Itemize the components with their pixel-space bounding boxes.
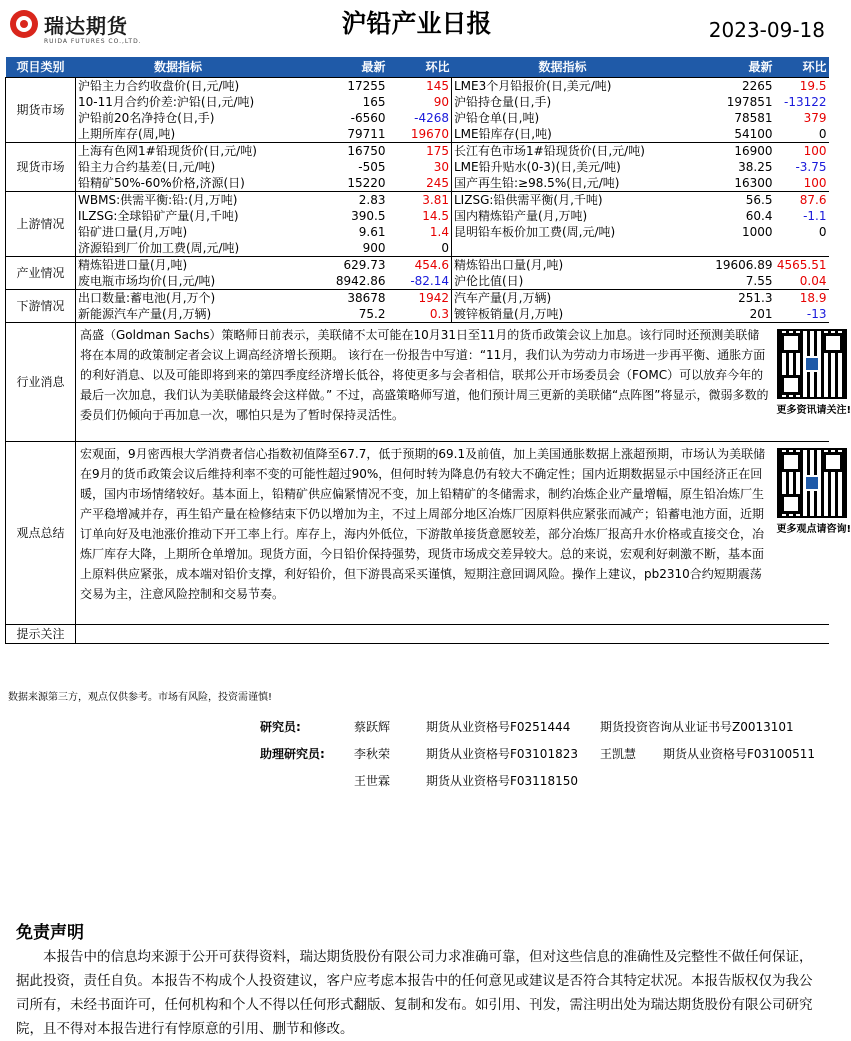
change-value: 0: [818, 225, 827, 239]
column-header: 最新: [674, 57, 775, 78]
latest-value: 16300: [734, 176, 773, 190]
change-value: -82.14: [410, 274, 449, 288]
viewpoint-text: 宏观面，9月密西根大学消费者信心指数初值降至67.7，低于预期的69.1及前值，加上美国通胀数据上涨超预期，市场认为美联储在9月的货币政策会议后维持利率不变的可能性超过90%，但何时转为降息仍有较大不确定性；国内近期数据显示中国经济正在回暖，国内市场情绪较好。基本面上，铅精矿供应偏紧情况不变，加上铅精矿的冬储需求，制约冶炼企业产量增幅，原生铅冶炼厂生产平稳增减并存，再生铅产量在检修结束下仍以增加为主，不过上周部分地区冶炼厂因原料供应紧张而减产；铅蓄电池方面，近期订单向好及电池涨价推动下开工率上行。库存上，海内外低位，下游散单接货意愿较差，部分冶炼厂报高升水价格或直接交仓，冶炼厂库存大降，上期所仓单增加。现货方面，今日铅价保持强势，现货市场成交差异较大。总的来说，宏观利好刺激不断，基本面上原料供应紧张，成本端对铅价支撑，利好铅价，但下游畏高采买谨慎，短期注意回调风险。操作上建议，pb2310合约短期震荡交易为主，注意风险控制和交易节奏。: [76, 442, 775, 625]
assistant-name: 李秋荣: [354, 747, 391, 761]
latest-value: 38.25: [738, 160, 773, 174]
column-header: 环比: [388, 57, 452, 78]
change-value: 1.4: [429, 225, 449, 239]
page-title: 沪铅产业日报: [341, 9, 492, 38]
latest-value: 75.2: [358, 307, 386, 321]
latest-value: 38678: [281, 290, 388, 307]
researcher-label: 研究员:: [260, 720, 301, 734]
table-row: [6, 306, 829, 323]
table-row: [6, 94, 829, 110]
change-value: 1942: [388, 290, 452, 307]
indicator-name: 精炼铅进口量(月,吨): [76, 257, 281, 274]
latest-value: 19606.89: [674, 257, 775, 274]
change-value: -4268: [414, 111, 449, 125]
data-table: [5, 57, 851, 644]
logo-english: RUIDA FUTURES CO.,LTD.: [44, 38, 142, 45]
table-row: [6, 257, 829, 274]
latest-value: 201: [749, 307, 773, 321]
indicator-name: 上期所库存(周,吨): [78, 127, 176, 141]
change-value: 30: [433, 160, 449, 174]
change-value: 87.6: [775, 192, 829, 209]
latest-value: 79711: [347, 127, 386, 141]
researcher-cert: 期货从业资格号F0251444: [426, 720, 571, 734]
assistant-name: 王世霖: [354, 774, 391, 788]
change-value: 0.04: [799, 274, 827, 288]
qr-code-cell: [775, 442, 851, 625]
researcher-name: 蔡跃辉: [354, 720, 391, 734]
report-date: 2023-09-18: [708, 18, 825, 42]
indicator-name: 沪铅持仓量(日,手): [452, 94, 674, 110]
change-value: 245: [426, 176, 449, 190]
latest-value: 900: [362, 241, 386, 255]
latest-value: 165: [362, 95, 386, 109]
category-cell: 观点总结: [6, 442, 76, 625]
tips-text: [76, 625, 829, 644]
disclaimer-text: 本报告中的信息均来源于公开可获得资料，瑞达期货股份有限公司力求准确可靠，但对这些信息的准确性及完整性不做任何保证，据此投资，责任自负。本报告不构成个人投资建议，客户应考虑本报告中的任何意见或建议是否符合其特定状况。本报告版权仅为我公司所有，未经书面许可，任何机构和个人不得以任何形式翻版、复制和发布。如引用、刊发，需注明出处为瑞达期货股份有限公司研究院，且不得对本报告进行有悖原意的引用、删节和修改。: [16, 949, 813, 1037]
change-value: [775, 240, 829, 257]
change-value: -13: [806, 307, 827, 321]
latest-value: -6560: [350, 111, 386, 125]
qr-code-icon: [777, 448, 847, 518]
indicator-name: 济源铅到厂价加工费(周,元/吨): [78, 241, 240, 255]
indicator-name: LME铅升贴水(0-3)(日,美元/吨): [452, 159, 674, 175]
latest-value: 15220: [347, 176, 386, 190]
latest-value: 60.4: [745, 209, 773, 223]
table-header-row: [6, 57, 829, 78]
indicator-name: 精炼铅出口量(月,吨): [452, 257, 674, 274]
change-value: 100: [803, 176, 827, 190]
change-value: 14.5: [422, 209, 449, 223]
indicator-name: 上海有色网1#铅现货价(日,元/吨): [76, 143, 281, 160]
latest-value: 197851: [726, 95, 773, 109]
latest-value: 8942.86: [335, 274, 386, 288]
category-cell: 下游情况: [6, 290, 76, 323]
indicator-name: LME3个月铅报价(日,美元/吨): [452, 78, 674, 95]
column-header: 环比: [775, 57, 829, 78]
latest-value: 54100: [734, 127, 773, 141]
table-row: [6, 175, 829, 192]
indicator-name: 沪铅前20名净持仓(日,手): [78, 111, 215, 125]
table-row: [6, 625, 829, 644]
latest-value: 16750: [281, 143, 388, 160]
column-header: 数据指标: [76, 57, 281, 78]
change-value: 90: [433, 95, 449, 109]
indicator-name: 10-11月合约价差:沪铅(日,元/吨): [78, 95, 255, 109]
indicator-name: 镀锌板销量(月,万吨): [452, 306, 674, 323]
indicator-name: 出口数量:蓄电池(月,万个): [76, 290, 281, 307]
table-row: [6, 290, 829, 307]
change-value: -13122: [783, 95, 827, 109]
indicator-name: 国产再生铅:≥98.5%(日,元/吨): [452, 175, 674, 192]
latest-value: 390.5: [351, 209, 386, 223]
change-value: 145: [388, 78, 452, 95]
latest-value: 9.61: [358, 225, 386, 239]
change-value: 18.9: [775, 290, 829, 307]
column-header: 项目类别: [6, 57, 76, 78]
table-row: [6, 273, 829, 290]
assistant-cert: 期货从业资格号F03100511: [663, 747, 815, 761]
indicator-name: 沪铅主力合约收盘价(日,元/吨): [76, 78, 281, 95]
change-value: -3.75: [795, 160, 827, 174]
logo-name: 瑞达期货: [44, 14, 128, 38]
indicator-name: 沪铅仓单(日,吨): [452, 110, 674, 126]
indicator-name: 沪伦比值(日): [452, 273, 674, 290]
table-row: [6, 442, 829, 625]
indicator-name: [452, 240, 674, 257]
indicator-name: 废电瓶市场均价(日,元/吨): [78, 274, 216, 288]
indicator-name: 铅精矿50%-60%价格,济源(日): [78, 176, 245, 190]
category-cell: 期货市场: [6, 78, 76, 143]
indicator-name: LIZSG:铅供需平衡(月,千吨): [452, 192, 674, 209]
indicator-name: LME铅库存(日,吨): [452, 126, 674, 143]
category-cell: 现货市场: [6, 143, 76, 192]
category-cell: 行业消息: [6, 323, 76, 442]
category-cell: 提示关注: [6, 625, 76, 644]
latest-value: -505: [358, 160, 386, 174]
assistant-name: 王凯慧: [600, 747, 637, 761]
indicator-name: 长江有色市场1#铅现货价(日,元/吨): [452, 143, 674, 160]
change-value: -1.1: [803, 209, 827, 223]
category-cell: 产业情况: [6, 257, 76, 290]
qr-code-icon: [777, 329, 847, 399]
table-row: [6, 224, 829, 240]
column-header: 数据指标: [452, 57, 674, 78]
change-value: 175: [388, 143, 452, 160]
latest-value: 7.55: [745, 274, 773, 288]
table-row: [6, 159, 829, 175]
indicator-name: 国内精炼铅产量(月,万吨): [452, 208, 674, 224]
change-value: 100: [775, 143, 829, 160]
latest-value: 629.73: [281, 257, 388, 274]
change-value: 4565.51: [775, 257, 829, 274]
source-note: 数据来源第三方，观点仅供参考。市场有风险，投资需谨慎!: [8, 692, 273, 703]
latest-value: 56.5: [674, 192, 775, 209]
assistant-label: 助理研究员:: [260, 747, 325, 761]
table-row: [6, 323, 829, 442]
latest-value: 16900: [674, 143, 775, 160]
change-value: 3.81: [388, 192, 452, 209]
disclaimer-title: 免责声明: [16, 923, 84, 943]
qr-label: 更多资讯请关注!: [776, 405, 851, 416]
latest-value: 78581: [734, 111, 773, 125]
table-row: [6, 110, 829, 126]
qr-code-cell: [775, 323, 851, 442]
indicator-name: 新能源汽车产量(月,万辆): [78, 307, 212, 321]
change-value: 379: [803, 111, 827, 125]
latest-value: 251.3: [674, 290, 775, 307]
indicator-name: 铅矿进口量(月,万吨): [78, 225, 188, 239]
column-header: 最新: [281, 57, 388, 78]
change-value: 0: [441, 241, 449, 255]
table-row: [6, 192, 829, 209]
assistant-cert: 期货从业资格号F03118150: [426, 774, 578, 788]
change-value: 19670: [410, 127, 449, 141]
table-row: [6, 208, 829, 224]
assistant-cert: 期货从业资格号F03101823: [426, 747, 578, 761]
table-row: [6, 126, 829, 143]
indicator-name: ILZSG:全球铅矿产量(月,千吨): [78, 209, 239, 223]
change-value: 454.6: [388, 257, 452, 274]
qr-label: 更多观点请咨询!: [776, 524, 851, 535]
indicator-name: 汽车产量(月,万辆): [452, 290, 674, 307]
latest-value: [674, 240, 775, 257]
indicator-name: 铅主力合约基差(日,元/吨): [78, 160, 216, 174]
latest-value: 1000: [741, 225, 773, 239]
latest-value: 2.83: [281, 192, 388, 209]
table-row: [6, 143, 829, 160]
change-value: 0: [818, 127, 827, 141]
category-cell: 上游情况: [6, 192, 76, 257]
table-row: [6, 78, 829, 95]
table-row: [6, 240, 829, 257]
indicator-name: WBMS:供需平衡:铅:(月,万吨): [76, 192, 281, 209]
latest-value: 17255: [281, 78, 388, 95]
change-value: 0.3: [429, 307, 449, 321]
report-header: [0, 0, 833, 52]
indicator-name: 昆明铅车板价加工费(周,元/吨): [452, 224, 674, 240]
industry-news-text: 高盛（Goldman Sachs）策略师日前表示，美联储不太可能在10月31日至11月的货币政策会议上加息。该行同时还预测美联储将在本周的政策制定者会议上调高经济增长预期。 该行在一份报告中写道：“11月，我们认为劳动力市场进一步再平衡、通胀方面的利好消息、以及可能即将到来的第四季度经济增长低谷，将使更多与会者相信，联邦公开市场委员会（FOMC）可以放弃今年的最后一次加息，我们认为美联储最终会这样做。” 不过，高盛策略师写道，他们预计周三更新的美联储“点阵图”将显示，微弱多数的委员们仍倾向于再加息一次，哪怕只是为了暂时保持灵活性。: [76, 323, 775, 442]
researcher-consult-cert: 期货投资咨询从业证书号Z0013101: [600, 720, 794, 734]
change-value: 19.5: [775, 78, 829, 95]
latest-value: 2265: [674, 78, 775, 95]
